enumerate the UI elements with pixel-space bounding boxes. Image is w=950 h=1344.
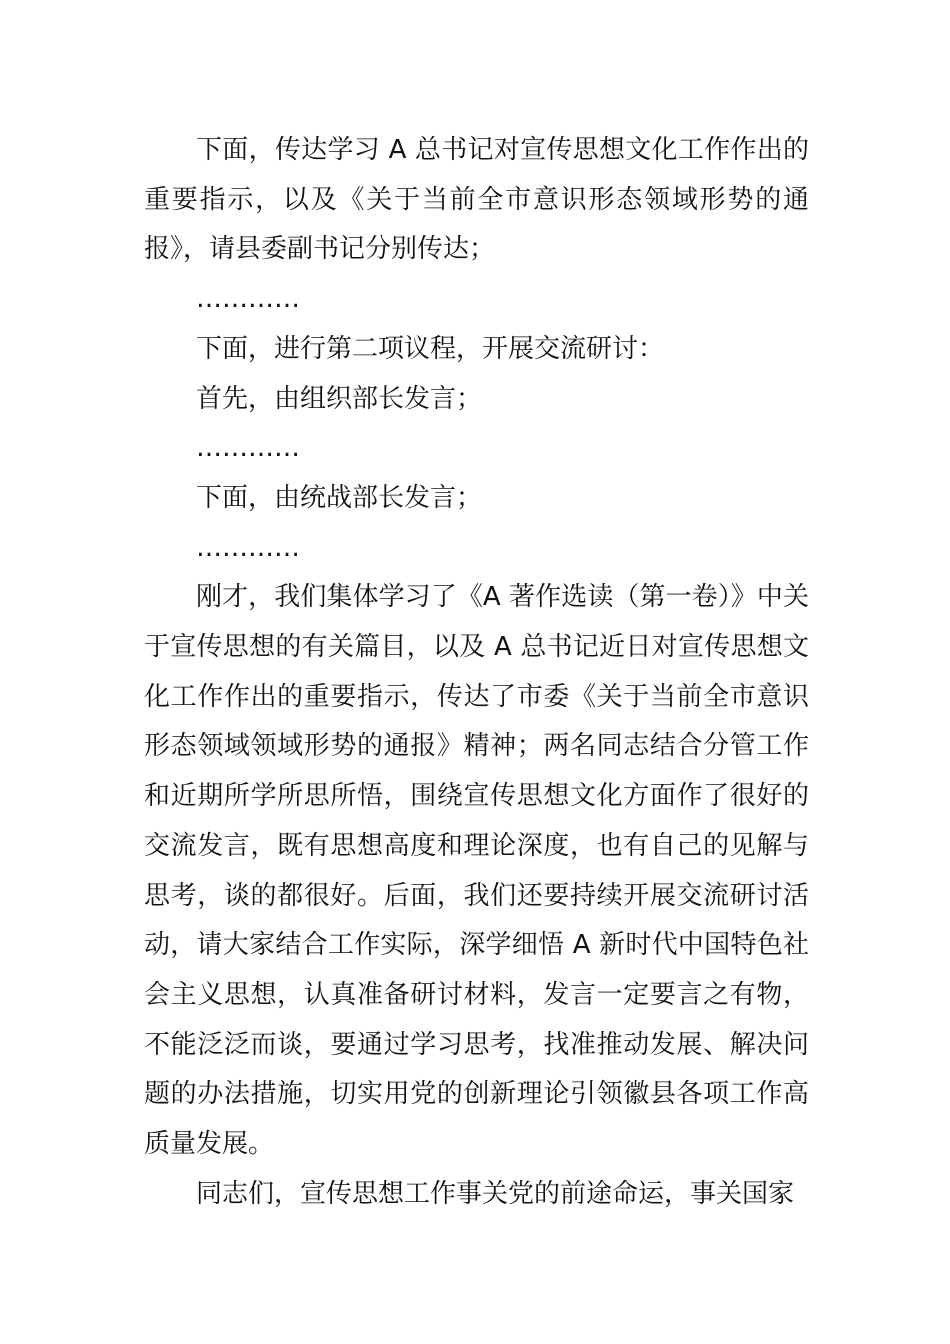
- paragraph-united-front-minister: 下面，由统战部长发言；: [196, 482, 483, 513]
- paragraph-ellipsis: …………: [196, 433, 300, 464]
- paragraph-ellipsis: …………: [196, 284, 300, 315]
- paragraph-second-agenda: 下面，进行第二项议程，开展交流研讨：: [196, 333, 665, 364]
- paragraph-closing-start: 同志们，宣传思想工作事关党的前途命运，事关国家: [196, 1178, 795, 1209]
- paragraph-organization-minister: 首先，由组织部长发言；: [196, 383, 483, 414]
- paragraph-ellipsis: …………: [196, 532, 300, 563]
- document-body: [144, 126, 809, 1219]
- paragraph-relay-instructions: 下面，传达学习 A 总书记对宣传思想文化工作作出的重要指示，以及《关于当前全市意识形态领域形势的通报》，请县委副书记分别传达；: [144, 135, 809, 265]
- paragraph-summary: 刚才，我们集体学习了《A 著作选读（第一卷）》中关于宣传思想的有关篇目，以及 A 总书记近日对宣传思想文化工作作出的重要指示，传达了市委《关于当前全市意识形态领域领域形势的通报》精神；两名同志结合分管工作和近期所学所思所悟，围绕宣传思想文化方面作了很好的交流发言，既有思想高度和理论深度，也有自己的见解与思考，谈的都很好。后面，我们还要持续开展交流研讨活动，请大家结合工作实际，深学细悟 A 新时代中国特色社会主义思想，认真准备研讨材料，发言一定要言之有物，不能泛泛而谈，要通过学习思考，找准推动发展、解决问题的办法措施，切实用党的创新理论引领徽县各项工作高质量发展。: [144, 582, 809, 1160]
